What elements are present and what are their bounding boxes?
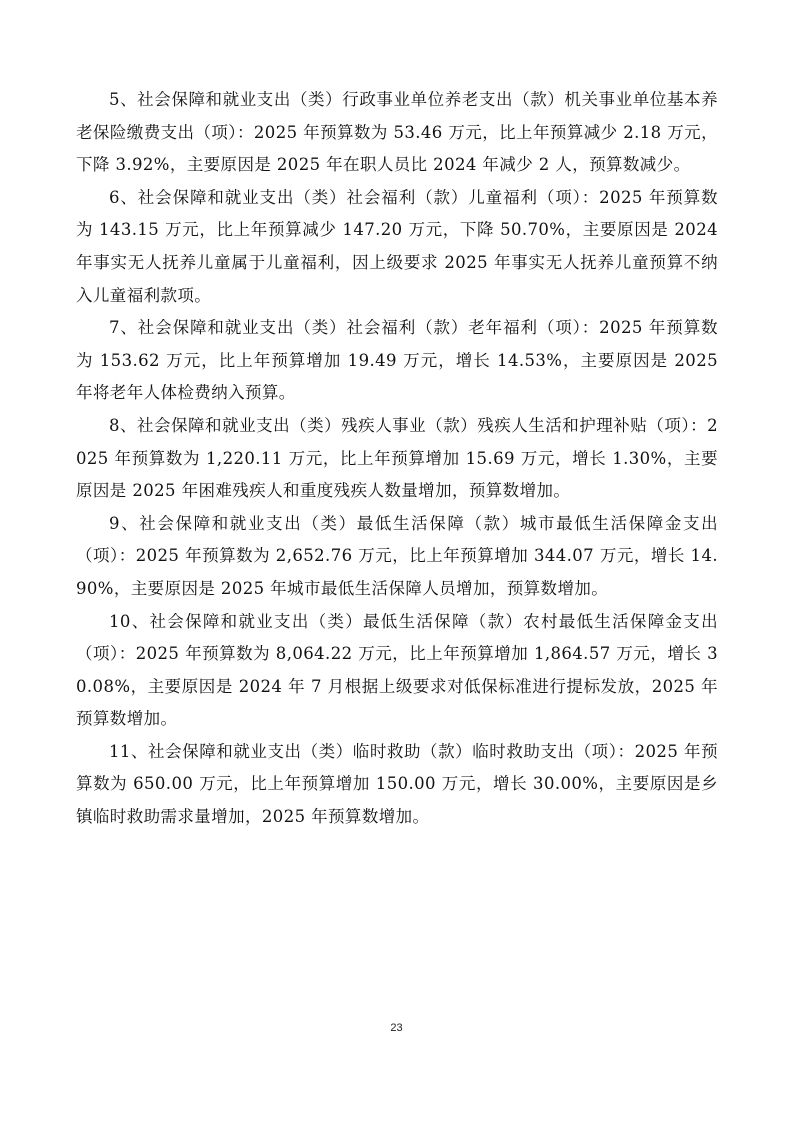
paragraph-item-9: 9、社会保障和就业支出（类）最低生活保障（款）城市最低生活保障金支出（项）：2025 年预算数为 2,652.76 万元，比上年预算增加 344.07 万元，增长 14.90%，主要原因是 2025 年城市最低生活保障人员增加，预算数增加。 — [76, 513, 718, 598]
paragraph-item-8: 8、社会保障和就业支出（类）残疾人事业（款）残疾人生活和护理补贴（项）：2025 年预算数为 1,220.11 万元，比上年预算增加 15.69 万元，增长 1.30%，主要原因是 2025 年困难残疾人和重度残疾人数量增加，预算数增加。 — [76, 415, 718, 501]
paragraph-item-10: 10、社会保障和就业支出（类）最低生活保障（款）农村最低生活保障金支出（项）：2025 年预算数为 8,064.22 万元，比上年预算增加 1,864.57 万元，增长 30.08%，主要原因是 2024 年 7 月根据上级要求对低保标准进行提标发放，2025 年预算数增加。 — [76, 611, 718, 729]
document-body — [76, 84, 718, 834]
paragraph-item-11: 11、社会保障和就业支出（类）临时救助（款）临时救助支出（项）：2025 年预算数为 650.00 万元，比上年预算增加 150.00 万元，增长 30.00%，主要原因是乡镇临时救助需求量增加，2025 年预算数增加。 — [76, 741, 718, 827]
paragraph-item-5: 5、社会保障和就业支出（类）行政事业单位养老支出（款）机关事业单位基本养老保险缴费支出（项）：2025 年预算数为 53.46 万元，比上年预算减少 2.18 万元，下降 3.92%，主要原因是 2025 年在职人员比 2024 年减少 2 人，预算数减少。 — [76, 90, 718, 175]
paragraph-item-7: 7、社会保障和就业支出（类）社会福利（款）老年福利（项）：2025 年预算数为 153.62 万元，比上年预算增加 19.49 万元，增长 14.53%，主要原因是 2025 年将老年人体检费纳入预算。 — [76, 318, 718, 403]
page-number: 23 — [390, 1022, 403, 1034]
paragraph-item-6: 6、社会保障和就业支出（类）社会福利（款）儿童福利（项）：2025 年预算数为 143.15 万元，比上年预算减少 147.20 万元，下降 50.70%，主要原因是 2024 年事实无人抚养儿童属于儿童福利，因上级要求 2025 年事实无人抚养儿童预算不纳入儿童福利款项。 — [76, 187, 718, 305]
